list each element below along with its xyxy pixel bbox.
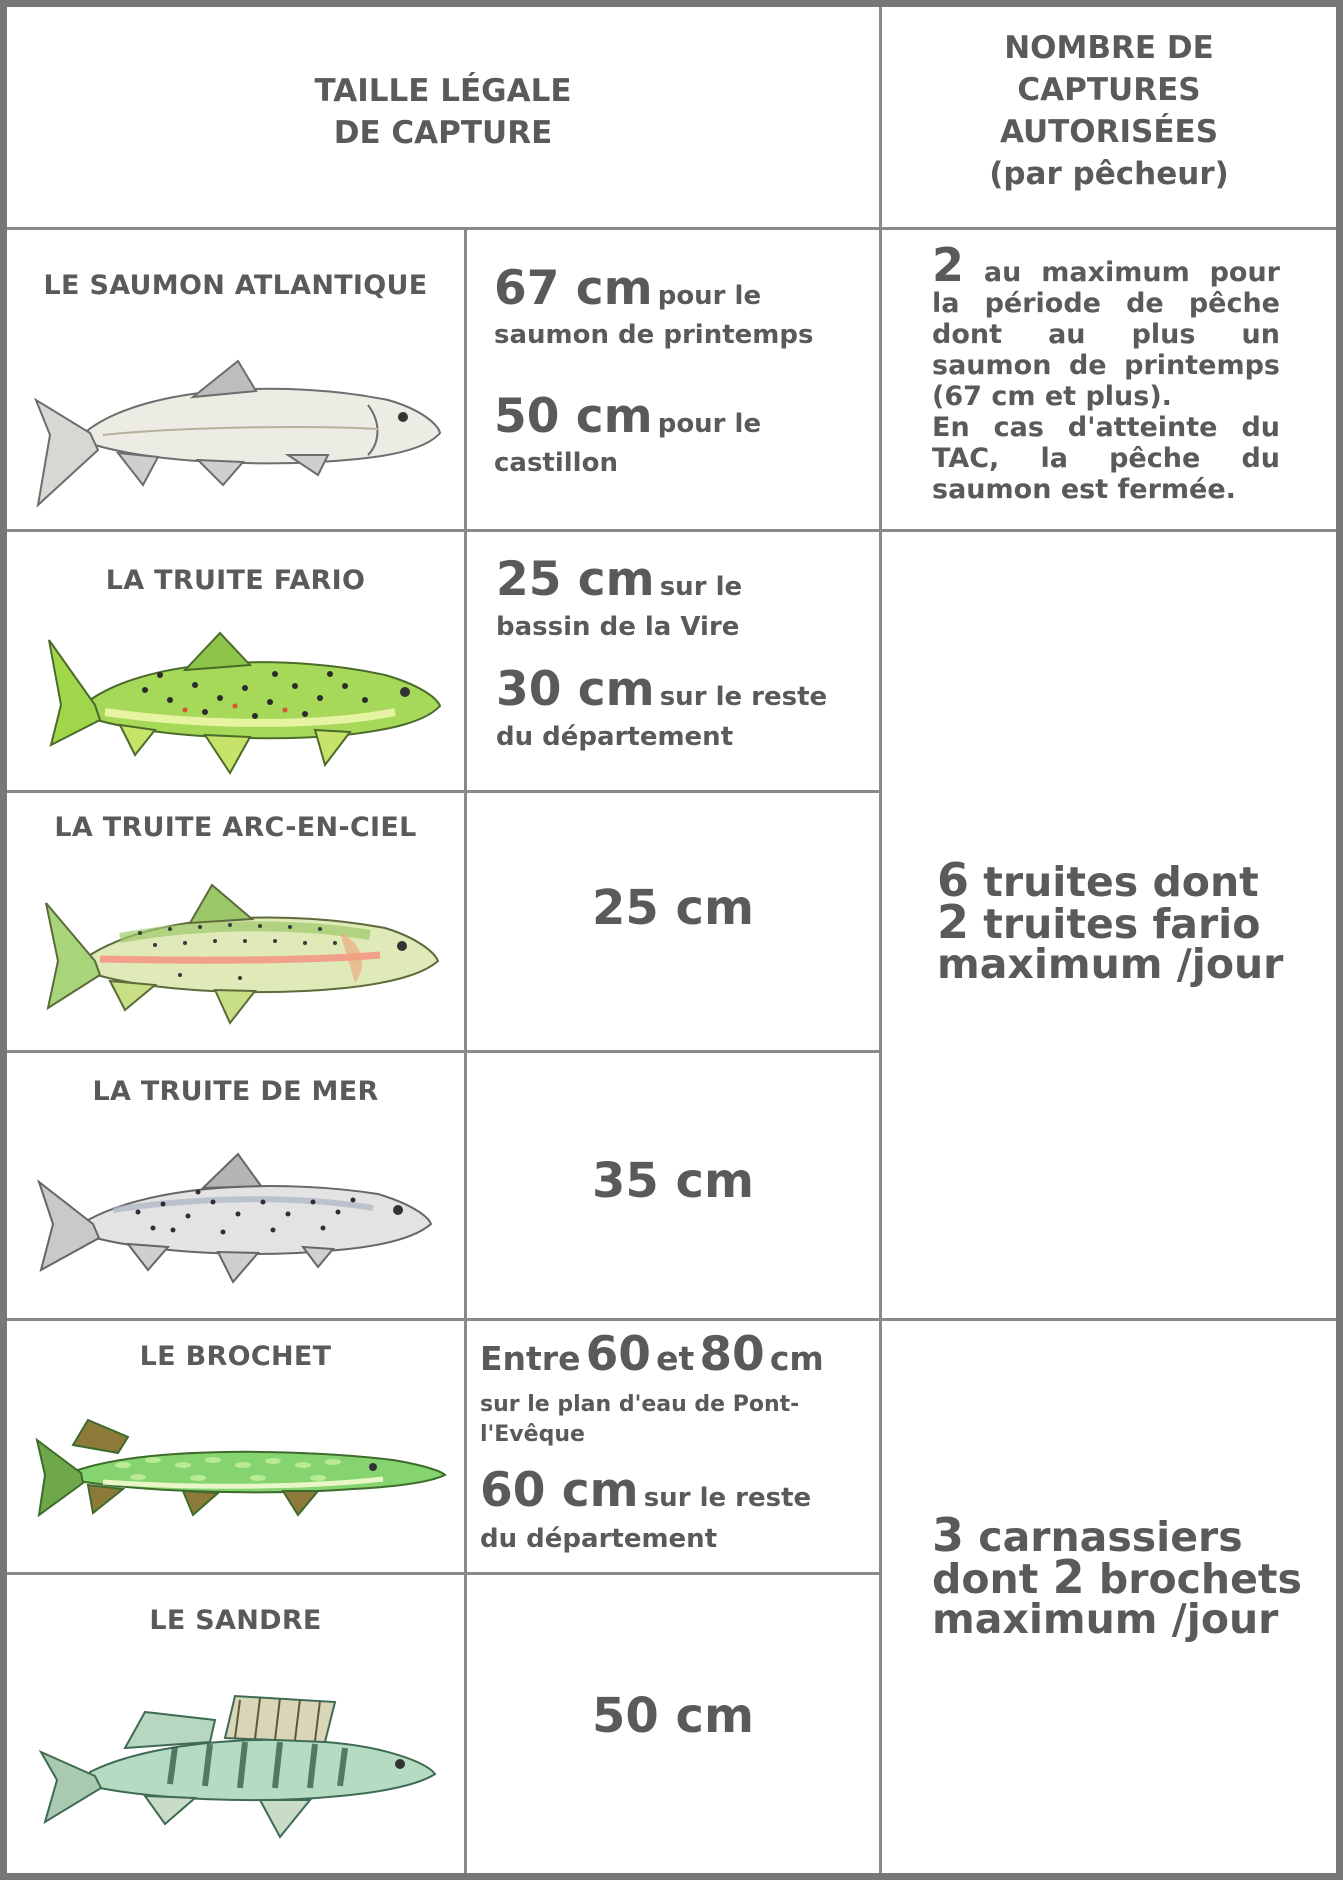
- brown-trout-illustration-icon: [45, 630, 445, 780]
- rule-text: carnassiers: [978, 1513, 1243, 1561]
- rainbow-trout-illustration-icon: [40, 883, 445, 1033]
- rule-line: [932, 238, 1280, 292]
- rule-line: saumon est fermée.: [932, 474, 1236, 505]
- rule-line: dont au plus un: [932, 319, 1280, 350]
- size-note: Entre: [480, 1339, 581, 1378]
- size-value: 50 cm: [592, 1688, 754, 1744]
- size-note: sur le reste: [659, 682, 828, 712]
- salmon-illustration-icon: [28, 355, 448, 510]
- header-count-line: CAPTURES: [1017, 72, 1201, 108]
- rule-line: [932, 1550, 1332, 1604]
- rule-text: truites fario: [983, 900, 1261, 948]
- rule-number: 6: [937, 853, 970, 907]
- pike-illustration-icon: [33, 1415, 453, 1525]
- size-note: sur le plan d'eau de Pont-: [480, 1392, 800, 1417]
- fish-name: LE BROCHET: [139, 1341, 332, 1372]
- size-note: du département: [480, 1524, 718, 1554]
- size-value: 80: [699, 1327, 765, 1382]
- rule-line: [932, 1508, 1332, 1562]
- header-count: [882, 27, 1336, 195]
- size-note: du département: [496, 722, 734, 752]
- header-count-line: NOMBRE DE: [1004, 30, 1214, 66]
- size-value: 67 cm: [494, 261, 653, 316]
- header-size-line: DE CAPTURE: [333, 115, 553, 151]
- size-line: [496, 662, 871, 722]
- size-note: sur le reste: [643, 1483, 812, 1513]
- header-count-line: (par pêcheur): [989, 156, 1229, 192]
- size-note: et: [656, 1339, 695, 1378]
- fish-name: LA TRUITE FARIO: [105, 565, 366, 596]
- rule-line: [937, 853, 1327, 907]
- divider: [7, 1572, 879, 1575]
- size-line: [494, 261, 869, 320]
- rule-number: 3: [932, 1508, 965, 1562]
- size-cell-saumon: [494, 261, 869, 478]
- rule-line: En cas d'atteinte du: [932, 412, 1280, 443]
- size-value: 30 cm: [496, 662, 655, 717]
- size-line: [480, 1463, 875, 1524]
- divider: [7, 790, 879, 793]
- rule-number: 2: [937, 895, 970, 949]
- size-line: [480, 1327, 875, 1390]
- divider: [7, 227, 1336, 230]
- rule-line: [937, 895, 1327, 949]
- divider: [7, 1050, 879, 1053]
- divider: [7, 529, 1336, 532]
- rule-text: brochets: [1098, 1555, 1302, 1603]
- divider: [879, 7, 882, 1873]
- rule-line: maximum /jour: [937, 940, 1284, 988]
- sea-trout-illustration-icon: [33, 1152, 443, 1292]
- rule-text: dont: [932, 1555, 1039, 1603]
- fish-name: LA TRUITE ARC-EN-CIEL: [54, 812, 417, 843]
- header-count-line: AUTORISÉES: [999, 114, 1219, 150]
- size-line: [494, 389, 869, 448]
- size-line: [496, 552, 871, 612]
- header-size-line: TAILLE LÉGALE: [314, 73, 572, 109]
- size-note: cm: [769, 1339, 824, 1378]
- size-note: bassin de la Vire: [496, 612, 740, 642]
- size-note: sur le: [659, 572, 743, 602]
- size-cell-fario: [496, 552, 871, 752]
- rule-trout: [937, 853, 1327, 988]
- rule-line: la période de pêche: [932, 288, 1280, 319]
- rule-text: truites dont: [983, 858, 1259, 906]
- fish-name: LE SAUMON ATLANTIQUE: [43, 270, 428, 301]
- size-note: saumon de printemps: [494, 320, 814, 350]
- rule-line: saumon de printemps: [932, 350, 1280, 381]
- size-cell-brochet: [480, 1327, 875, 1554]
- size-note: l'Evêque: [480, 1422, 585, 1447]
- rule-saumon: [932, 238, 1280, 505]
- header-size: [7, 70, 879, 154]
- fish-name: LE SANDRE: [149, 1605, 322, 1636]
- size-value: 35 cm: [592, 1153, 754, 1209]
- rule-number: 2: [932, 238, 965, 292]
- fish-name: LA TRUITE DE MER: [92, 1076, 379, 1107]
- rule-text: au maximum pour: [983, 257, 1280, 288]
- size-value: 50 cm: [494, 389, 653, 444]
- size-value: 25 cm: [496, 552, 655, 607]
- size-note: pour le: [657, 281, 762, 311]
- size-note: pour le: [657, 409, 762, 439]
- divider: [7, 1318, 1336, 1321]
- rule-number: 2: [1052, 1550, 1085, 1604]
- rule-line: (67 cm et plus).: [932, 381, 1172, 412]
- size-value: 60: [585, 1327, 651, 1382]
- size-note: castillon: [494, 448, 618, 478]
- zander-illustration-icon: [35, 1692, 445, 1842]
- rule-predators: [932, 1508, 1332, 1643]
- rule-line: maximum /jour: [932, 1595, 1279, 1643]
- size-value: 60 cm: [480, 1463, 639, 1518]
- size-value: 25 cm: [592, 880, 754, 936]
- rule-line: TAC, la pêche du: [932, 443, 1280, 474]
